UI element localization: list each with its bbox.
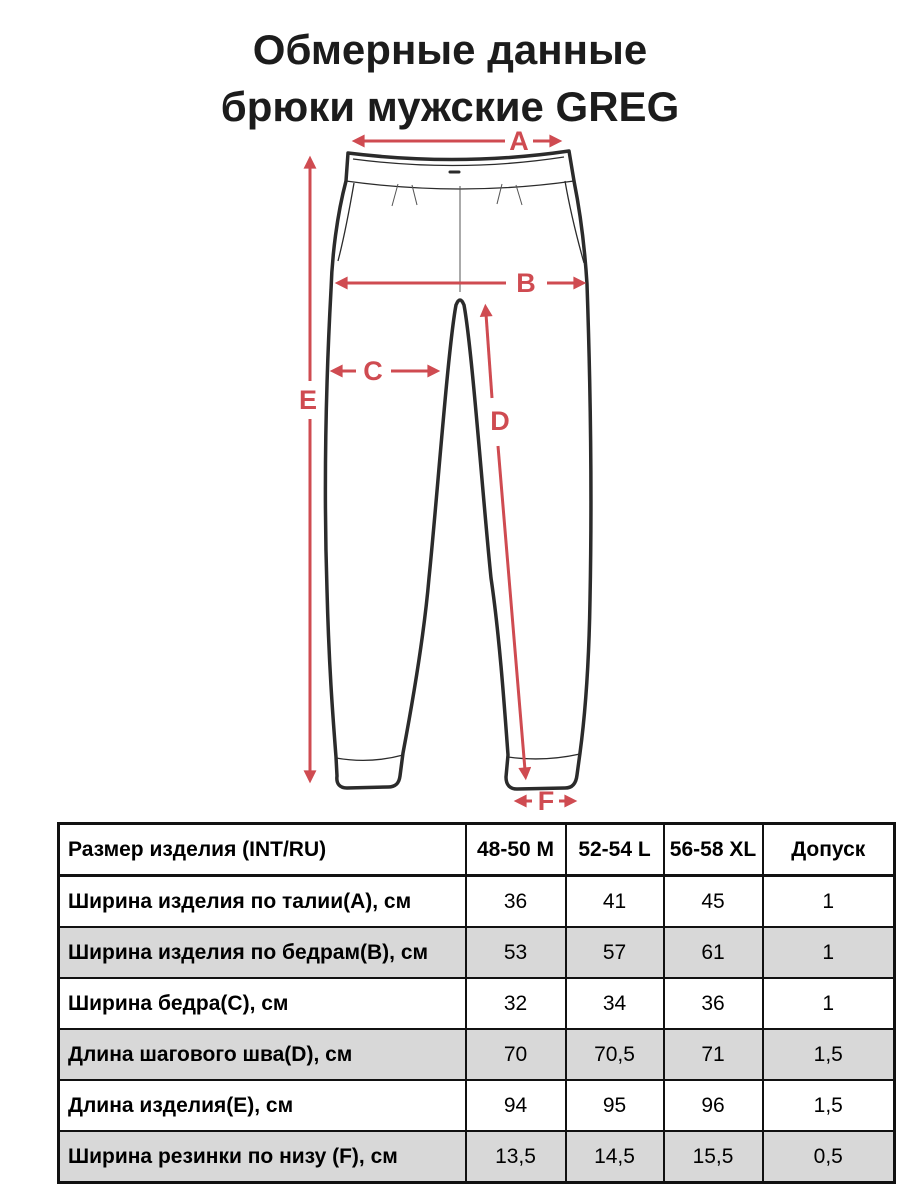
measurement-label: Длина шагового шва(D), см: [59, 1029, 466, 1080]
measurement-value: 0,5: [763, 1131, 895, 1183]
pants-drawing: [325, 151, 591, 789]
page-title-line1: Обмерные данные: [252, 26, 648, 73]
measurement-value: 96: [664, 1080, 763, 1131]
measurement-label: Длина изделия(E), см: [59, 1080, 466, 1131]
measurement-label: Ширина бедра(C), см: [59, 978, 466, 1029]
measurement-label: Ширина резинки по низу (F), см: [59, 1131, 466, 1183]
measurement-value: 53: [466, 927, 566, 978]
measurement-value: 95: [566, 1080, 664, 1131]
table-row-inseam-d: [59, 1029, 895, 1080]
measurement-value: 41: [566, 876, 664, 928]
dim-C-label: C: [363, 356, 383, 386]
measurement-value: 1,5: [763, 1080, 895, 1131]
column-header-52-54-l: 52-54 L: [566, 824, 664, 876]
measurement-value: 71: [664, 1029, 763, 1080]
table-row-waist-a: [59, 876, 895, 928]
measurement-value: 70: [466, 1029, 566, 1080]
measurement-value: 32: [466, 978, 566, 1029]
pants-silhouette: [325, 151, 591, 789]
dimension-E: [299, 166, 317, 773]
measurement-value: 61: [664, 927, 763, 978]
table-row-length-e: [59, 1080, 895, 1131]
table-row-cuff-f: [59, 1131, 895, 1183]
size-table: [57, 822, 896, 1184]
page-title-line2: брюки мужские GREG: [220, 82, 680, 130]
column-header-56-58-xl: 56-58 XL: [664, 824, 763, 876]
table-row-hip-b: [59, 927, 895, 978]
measurement-value: 57: [566, 927, 664, 978]
measurement-value: 45: [664, 876, 763, 928]
measurement-value: 13,5: [466, 1131, 566, 1183]
measurement-value: 1: [763, 876, 895, 928]
measurement-value: 34: [566, 978, 664, 1029]
dimension-A: [362, 126, 552, 156]
dim-B-label: B: [516, 268, 536, 298]
table-row-thigh-c: [59, 978, 895, 1029]
table-header-row: [59, 824, 895, 876]
dimension-F: [524, 786, 567, 816]
measurement-value: 1: [763, 978, 895, 1029]
measurement-value: 70,5: [566, 1029, 664, 1080]
measurement-value: 36: [664, 978, 763, 1029]
measurement-value: 1: [763, 927, 895, 978]
measurement-value: 14,5: [566, 1131, 664, 1183]
measurement-value: 36: [466, 876, 566, 928]
column-header-tolerance: Допуск: [763, 824, 895, 876]
dim-A-label: A: [509, 126, 529, 156]
measurement-label: Ширина изделия по бедрам(B), см: [59, 927, 466, 978]
dim-E-label: E: [298, 385, 318, 415]
dim-D-label: D: [490, 406, 510, 436]
measurement-value: 1,5: [763, 1029, 895, 1080]
column-header-48-50-m: 48-50 M: [466, 824, 566, 876]
measurement-label: Ширина изделия по талии(A), см: [59, 876, 466, 928]
measurement-value: 15,5: [664, 1131, 763, 1183]
column-header-size: Размер изделия (INT/RU): [59, 824, 466, 876]
measurement-value: 94: [466, 1080, 566, 1131]
dim-F-label: F: [537, 786, 555, 816]
